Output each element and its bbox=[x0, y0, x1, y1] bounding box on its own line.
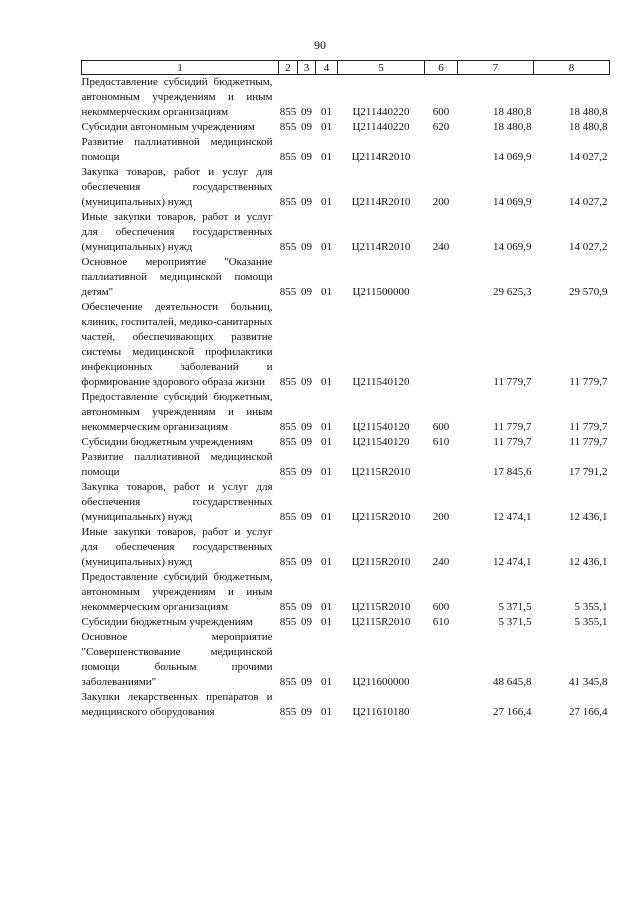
amount-col8: 14 027,2 bbox=[569, 151, 608, 163]
expense-type-code: 240 bbox=[432, 556, 450, 568]
ministry-code: 855 bbox=[279, 106, 297, 118]
expense-type-code: 610 bbox=[432, 436, 450, 448]
ministry-code: 855 bbox=[279, 511, 297, 523]
header-cell: 7 bbox=[458, 61, 534, 75]
subsection-code: 01 bbox=[321, 241, 332, 253]
section-code: 09 bbox=[301, 196, 312, 208]
ministry-code: 855 bbox=[279, 616, 297, 628]
subsection-code: 01 bbox=[321, 421, 332, 433]
subsection-code: 01 bbox=[321, 376, 332, 388]
amount-col7: 29 625,3 bbox=[493, 286, 532, 298]
amount-col7: 12 474,1 bbox=[493, 511, 532, 523]
row-description: Субсидии бюджетным учреждениям bbox=[81, 436, 253, 448]
table-row bbox=[82, 435, 610, 450]
amount-col7: 18 480,8 bbox=[493, 121, 532, 133]
subsection-code: 01 bbox=[321, 151, 332, 163]
subsection-code: 01 bbox=[321, 511, 332, 523]
amount-col7: 48 645,8 bbox=[493, 676, 532, 688]
section-code: 09 bbox=[301, 676, 312, 688]
amount-col8: 18 480,8 bbox=[569, 106, 608, 118]
ministry-code: 855 bbox=[279, 151, 297, 163]
header-cell: 5 bbox=[338, 61, 425, 75]
section-code: 09 bbox=[301, 466, 312, 478]
expense-type-code: 600 bbox=[432, 106, 450, 118]
target-article-code: Ц211600000 bbox=[352, 676, 410, 688]
ministry-code: 855 bbox=[279, 121, 297, 133]
table-row bbox=[82, 630, 610, 690]
row-description: Развитие паллиативной медицинской помощи bbox=[81, 136, 273, 163]
amount-col8: 11 779,7 bbox=[569, 421, 608, 433]
subsection-code: 01 bbox=[321, 466, 332, 478]
expense-type-code: 620 bbox=[432, 121, 450, 133]
table-row bbox=[82, 210, 610, 255]
target-article-code: Ц211440220 bbox=[352, 121, 410, 133]
table-row bbox=[82, 525, 610, 570]
target-article-code: Ц2115R2010 bbox=[351, 556, 411, 568]
amount-col8: 14 027,2 bbox=[569, 241, 608, 253]
section-code: 09 bbox=[301, 436, 312, 448]
target-article-code: Ц211540120 bbox=[352, 436, 410, 448]
expense-type-code: 600 bbox=[432, 601, 450, 613]
section-code: 09 bbox=[301, 421, 312, 433]
amount-col8: 12 436,1 bbox=[569, 556, 608, 568]
amount-col7: 18 480,8 bbox=[493, 106, 532, 118]
table-row bbox=[82, 165, 610, 210]
subsection-code: 01 bbox=[321, 676, 332, 688]
amount-col8: 27 166,4 bbox=[569, 706, 608, 718]
ministry-code: 855 bbox=[279, 196, 297, 208]
row-description: Субсидии бюджетным учреждениям bbox=[81, 616, 253, 628]
target-article-code: Ц2115R2010 bbox=[351, 466, 411, 478]
subsection-code: 01 bbox=[321, 106, 332, 118]
amount-col7: 14 069,9 bbox=[493, 241, 532, 253]
subsection-code: 01 bbox=[321, 706, 332, 718]
ministry-code: 855 bbox=[279, 676, 297, 688]
row-description: Закупка товаров, работ и услуг для обеспечения государственных (муниципальных) нужд bbox=[81, 166, 273, 208]
amount-col8: 5 355,1 bbox=[574, 616, 608, 628]
header-cell: 4 bbox=[316, 61, 338, 75]
section-code: 09 bbox=[301, 151, 312, 163]
target-article-code: Ц2115R2010 bbox=[351, 616, 411, 628]
ministry-code: 855 bbox=[279, 436, 297, 448]
ministry-code: 855 bbox=[279, 376, 297, 388]
target-article-code: Ц211440220 bbox=[352, 106, 410, 118]
table-row bbox=[82, 300, 610, 390]
amount-col7: 12 474,1 bbox=[493, 556, 532, 568]
subsection-code: 01 bbox=[321, 601, 332, 613]
section-code: 09 bbox=[301, 601, 312, 613]
amount-col8: 11 779,7 bbox=[569, 376, 608, 388]
expense-type-code bbox=[425, 255, 458, 300]
section-code: 09 bbox=[301, 121, 312, 133]
amount-col8: 18 480,8 bbox=[569, 121, 608, 133]
expense-type-code bbox=[425, 690, 458, 720]
target-article-code: Ц211540120 bbox=[352, 376, 410, 388]
row-description: Иные закупки товаров, работ и услуг для обеспечения государственных (муниципальных) нужд bbox=[81, 211, 273, 253]
expense-type-code bbox=[425, 135, 458, 165]
amount-col7: 14 069,9 bbox=[493, 151, 532, 163]
amount-col7: 11 779,7 bbox=[493, 421, 532, 433]
amount-col8: 11 779,7 bbox=[569, 436, 608, 448]
table-row bbox=[82, 75, 610, 121]
row-description: Предоставление субсидий бюджетным, автономным учреждениям и иным некоммерческим организациям bbox=[81, 391, 273, 433]
table-row bbox=[82, 570, 610, 615]
subsection-code: 01 bbox=[321, 121, 332, 133]
header-cell: 8 bbox=[534, 61, 610, 75]
amount-col8: 14 027,2 bbox=[569, 196, 608, 208]
expense-type-code bbox=[425, 630, 458, 690]
row-description: Предоставление субсидий бюджетным, автономным учреждениям и иным некоммерческим организациям bbox=[81, 76, 273, 118]
amount-col8: 17 791,2 bbox=[569, 466, 608, 478]
amount-col8: 29 570,9 bbox=[569, 286, 608, 298]
table-row bbox=[82, 615, 610, 630]
table-row bbox=[82, 390, 610, 435]
amount-col8: 41 345,8 bbox=[569, 676, 608, 688]
ministry-code: 855 bbox=[279, 556, 297, 568]
amount-col7: 11 779,7 bbox=[493, 436, 532, 448]
amount-col8: 5 355,1 bbox=[574, 601, 608, 613]
row-description: Иные закупки товаров, работ и услуг для обеспечения государственных (муниципальных) нужд bbox=[81, 526, 273, 568]
header-cell: 1 bbox=[82, 61, 279, 75]
target-article-code: Ц2114R2010 bbox=[351, 151, 411, 163]
subsection-code: 01 bbox=[321, 286, 332, 298]
subsection-code: 01 bbox=[321, 616, 332, 628]
ministry-code: 855 bbox=[279, 601, 297, 613]
expense-type-code: 610 bbox=[432, 616, 450, 628]
row-description: Основное мероприятие "Оказание паллиативной медицинской помощи детям" bbox=[81, 256, 273, 298]
row-description: Основное мероприятие "Совершенствование медицинской помощи больным прочими заболеваниями" bbox=[81, 631, 273, 688]
section-code: 09 bbox=[301, 511, 312, 523]
ministry-code: 855 bbox=[279, 241, 297, 253]
ministry-code: 855 bbox=[279, 286, 297, 298]
subsection-code: 01 bbox=[321, 196, 332, 208]
table-header bbox=[82, 61, 610, 75]
amount-col8: 12 436,1 bbox=[569, 511, 608, 523]
target-article-code: Ц2114R2010 bbox=[351, 241, 411, 253]
amount-col7: 14 069,9 bbox=[493, 196, 532, 208]
target-article-code: Ц2114R2010 bbox=[351, 196, 411, 208]
amount-col7: 5 371,5 bbox=[498, 616, 532, 628]
page-number: 90 bbox=[314, 38, 326, 52]
expense-type-code bbox=[425, 450, 458, 480]
table-row bbox=[82, 450, 610, 480]
ministry-code: 855 bbox=[279, 466, 297, 478]
ministry-code: 855 bbox=[279, 706, 297, 718]
target-article-code: Ц2115R2010 bbox=[351, 601, 411, 613]
section-code: 09 bbox=[301, 706, 312, 718]
section-code: 09 bbox=[301, 286, 312, 298]
section-code: 09 bbox=[301, 106, 312, 118]
subsection-code: 01 bbox=[321, 436, 332, 448]
section-code: 09 bbox=[301, 241, 312, 253]
expense-type-code: 240 bbox=[432, 241, 450, 253]
target-article-code: Ц211500000 bbox=[352, 286, 410, 298]
table-body bbox=[82, 75, 610, 721]
subsection-code: 01 bbox=[321, 556, 332, 568]
amount-col7: 5 371,5 bbox=[498, 601, 532, 613]
header-cell: 2 bbox=[279, 61, 298, 75]
expense-type-code: 200 bbox=[432, 511, 450, 523]
row-description: Предоставление субсидий бюджетным, автономным учреждениям и иным некоммерческим организациям bbox=[81, 571, 273, 613]
row-description: Закупки лекарственных препаратов и медицинского оборудования bbox=[81, 691, 273, 718]
section-code: 09 bbox=[301, 556, 312, 568]
table-row bbox=[82, 120, 610, 135]
row-description: Обеспечение деятельности больниц, клиник, госпиталей, медико-санитарных частей, обеспечивающих развитие системы медицинской профилактики инфекционных заболеваний и формирование здорового образа жизни bbox=[81, 301, 273, 388]
table-row bbox=[82, 690, 610, 720]
amount-col7: 17 845,6 bbox=[493, 466, 532, 478]
row-description: Закупка товаров, работ и услуг для обеспечения государственных (муниципальных) нужд bbox=[81, 481, 273, 523]
target-article-code: Ц2115R2010 bbox=[351, 511, 411, 523]
amount-col7: 27 166,4 bbox=[493, 706, 532, 718]
expense-type-code: 600 bbox=[432, 421, 450, 433]
target-article-code: Ц211540120 bbox=[352, 421, 410, 433]
row-description: Развитие паллиативной медицинской помощи bbox=[81, 451, 273, 478]
expense-type-code bbox=[425, 300, 458, 390]
target-article-code: Ц211610180 bbox=[352, 706, 410, 718]
budget-table bbox=[81, 60, 610, 720]
header-cell: 3 bbox=[298, 61, 316, 75]
row-description: Субсидии автономным учреждениям bbox=[81, 121, 255, 133]
expense-type-code: 200 bbox=[432, 196, 450, 208]
section-code: 09 bbox=[301, 616, 312, 628]
section-code: 09 bbox=[301, 376, 312, 388]
table-row bbox=[82, 135, 610, 165]
table-row bbox=[82, 255, 610, 300]
header-cell: 6 bbox=[425, 61, 458, 75]
table-row bbox=[82, 480, 610, 525]
amount-col7: 11 779,7 bbox=[493, 376, 532, 388]
ministry-code: 855 bbox=[279, 421, 297, 433]
